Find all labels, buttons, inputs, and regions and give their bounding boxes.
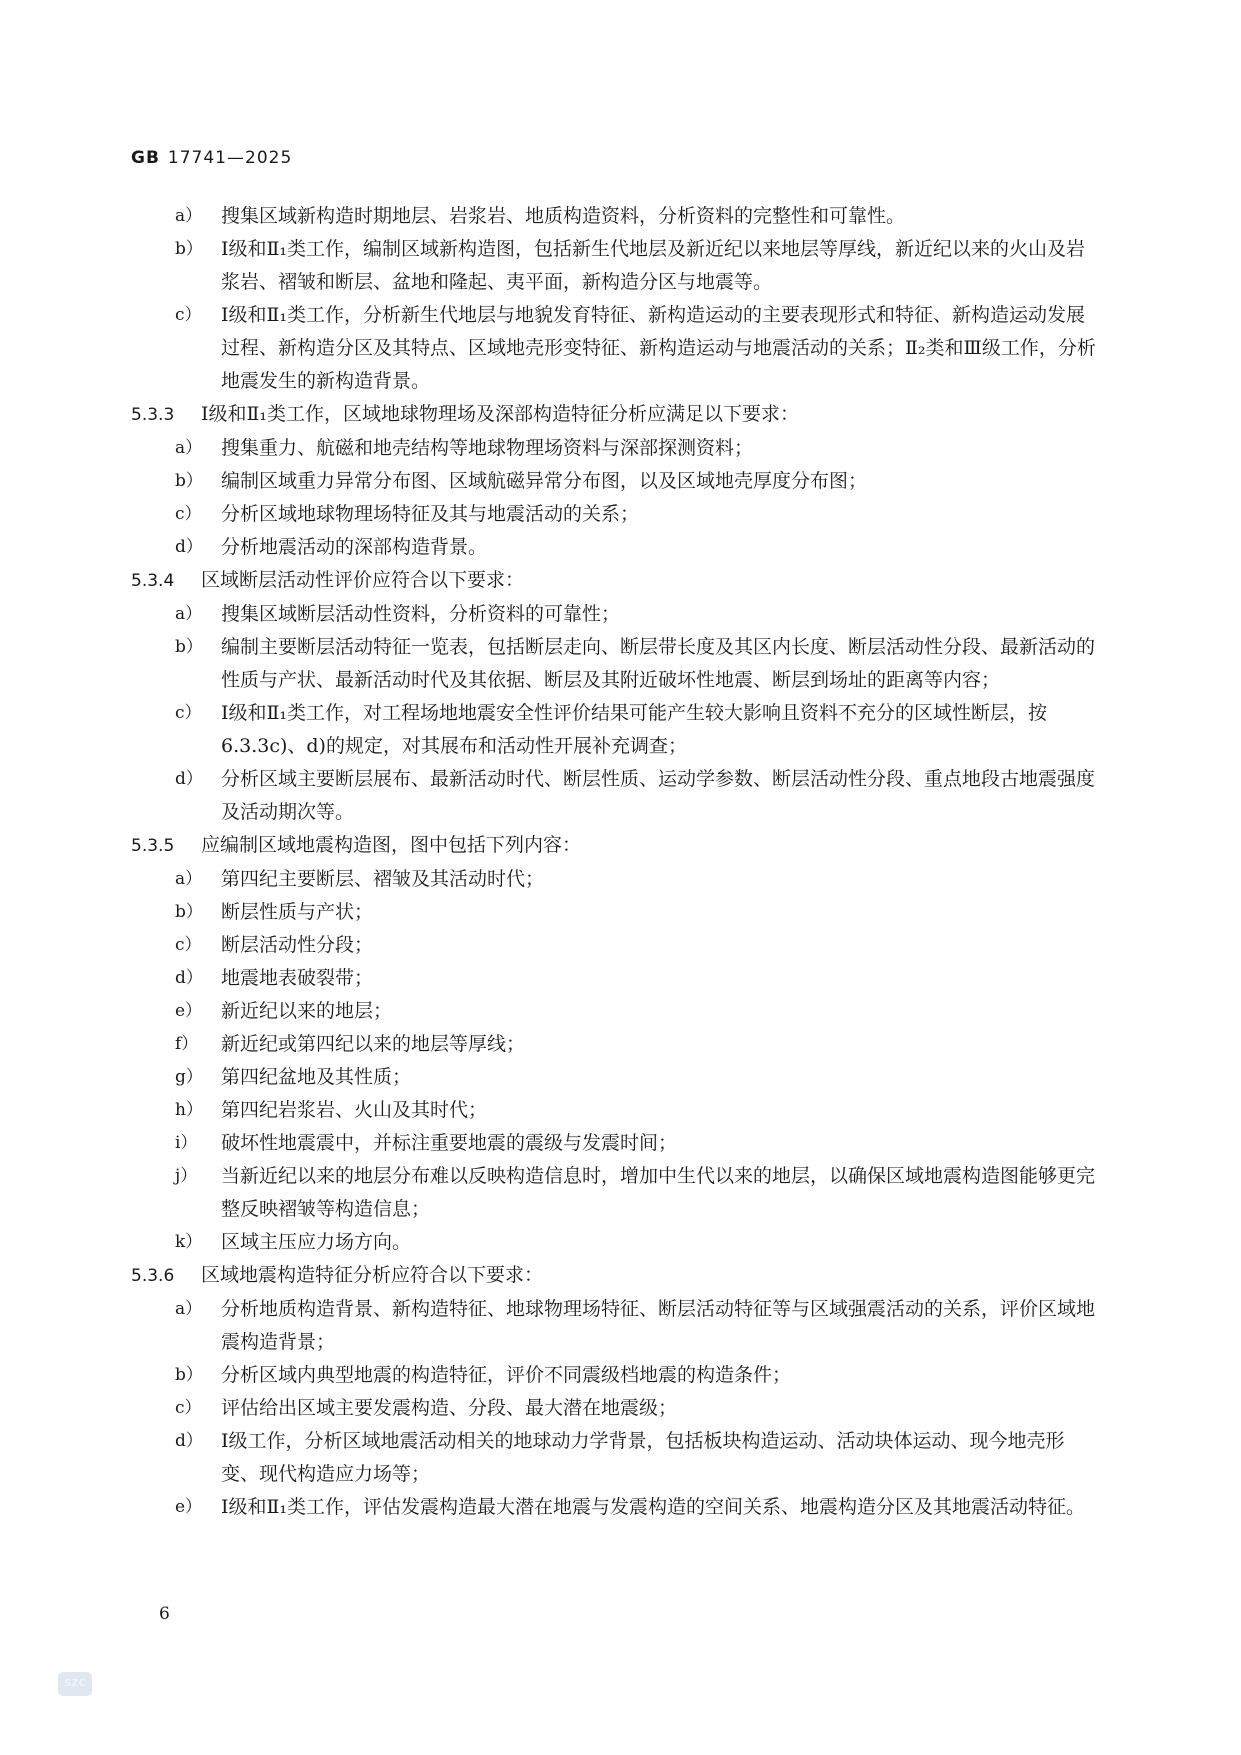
list-item-text: 破坏性地震震中，并标注重要地震的震级与发震时间； bbox=[221, 1132, 678, 1154]
clause-heading bbox=[131, 564, 1099, 598]
list-item bbox=[131, 896, 1099, 929]
list-item-label: g） bbox=[175, 1067, 203, 1087]
list-item-text: 搜集区域断层活动性资料，分析资料的可靠性； bbox=[221, 603, 621, 625]
clause-text: Ⅰ级和Ⅱ₁类工作，区域地球物理场及深部构造特征分析应满足以下要求： bbox=[201, 403, 800, 425]
list-item-label: d） bbox=[175, 968, 203, 988]
clause-number: 5.3.6 bbox=[131, 1266, 175, 1286]
list-item bbox=[131, 1491, 1099, 1524]
list-item-text: 第四纪盆地及其性质； bbox=[221, 1066, 412, 1088]
list-item-text: 分析区域地球物理场特征及其与地震活动的关系； bbox=[221, 503, 640, 525]
list-item-text: 分析区域主要断层展布、最新活动时代、断层性质、运动学参数、断层活动性分段、重点地段古地震强度及活动期次等。 bbox=[221, 768, 1096, 823]
list-item bbox=[131, 631, 1099, 697]
list-item-text: 编制区域重力异常分布图、区域航磁异常分布图，以及区域地壳厚度分布图； bbox=[221, 470, 868, 492]
list-item bbox=[131, 1094, 1099, 1127]
list-item bbox=[131, 598, 1099, 631]
list-item-text: 断层活动性分段； bbox=[221, 934, 374, 956]
list-item bbox=[131, 233, 1099, 299]
standard-code: GB bbox=[131, 148, 160, 168]
list-item bbox=[131, 962, 1099, 995]
list-item-label: a） bbox=[175, 206, 203, 226]
document-body bbox=[131, 200, 1099, 1524]
clause-text: 区域断层活动性评价应符合以下要求： bbox=[201, 569, 525, 591]
list-item-text: Ⅰ级和Ⅱ₁类工作，编制区域新构造图，包括新生代地层及新近纪以来地层等厚线，新近纪以来的火山及岩浆岩、褶皱和断层、盆地和隆起、夷平面，新构造分区与地震等。 bbox=[221, 238, 1086, 293]
list-item bbox=[131, 200, 1099, 233]
clause-number: 5.3.5 bbox=[131, 836, 175, 856]
list-item-label: a） bbox=[175, 869, 203, 889]
clause-heading bbox=[131, 1259, 1099, 1293]
list-item-text: 分析地质构造背景、新构造特征、地球物理场特征、断层活动特征等与区域强震活动的关系，评价区域地震构造背景； bbox=[221, 1298, 1096, 1353]
clause-text: 区域地震构造特征分析应符合以下要求： bbox=[201, 1264, 544, 1286]
list-item bbox=[131, 1160, 1099, 1226]
page-number: 6 bbox=[159, 1604, 170, 1624]
list-item bbox=[131, 995, 1099, 1028]
list-item-label: b） bbox=[175, 637, 203, 657]
list-item bbox=[131, 299, 1099, 398]
list-item-label: b） bbox=[175, 902, 203, 922]
list-item bbox=[131, 531, 1099, 564]
list-item bbox=[131, 432, 1099, 465]
list-item-text: 新近纪或第四纪以来的地层等厚线； bbox=[221, 1033, 526, 1055]
list-item-label: a） bbox=[175, 1299, 203, 1319]
list-item-text: Ⅰ级和Ⅱ₁类工作，分析新生代地层与地貌发育特征、新构造运动的主要表现形式和特征、新构造运动发展过程、新构造分区及其特点、区域地壳形变特征、新构造运动与地震活动的关系；Ⅱ₂类和Ⅲ级工作，分析地震发生的新构造背景。 bbox=[221, 304, 1096, 392]
clause-heading bbox=[131, 829, 1099, 863]
list-item bbox=[131, 929, 1099, 962]
list-item-label: d） bbox=[175, 537, 203, 557]
list-item-text: Ⅰ级工作，分析区域地震活动相关的地球动力学背景，包括板块构造运动、活动块体运动、现今地壳形变、现代构造应力场等； bbox=[221, 1430, 1065, 1485]
clause-number: 5.3.4 bbox=[131, 571, 175, 591]
list-item-text: 搜集重力、航磁和地壳结构等地球物理场资料与深部探测资料； bbox=[221, 437, 754, 459]
list-item bbox=[131, 1226, 1099, 1259]
page-header bbox=[131, 148, 292, 168]
list-item-label: b） bbox=[175, 471, 203, 491]
list-item-text: 评估给出区域主要发震构造、分段、最大潜在地震级； bbox=[221, 1397, 678, 1419]
list-item-text: 编制主要断层活动特征一览表，包括断层走向、断层带长度及其区内长度、断层活动性分段、最新活动的性质与产状、最新活动时代及其依据、断层及其附近破坏性地震、断层到场址的距离等内容； bbox=[221, 636, 1096, 691]
list-item-label: d） bbox=[175, 769, 203, 789]
list-item-label: b） bbox=[175, 1365, 203, 1385]
list-item-text: 分析区域内典型地震的构造特征，评价不同震级档地震的构造条件； bbox=[221, 1364, 792, 1386]
list-item-label: k） bbox=[175, 1232, 203, 1252]
list-item-text: 地震地表破裂带； bbox=[221, 967, 374, 989]
list-item-text: 搜集区域新构造时期地层、岩浆岩、地质构造资料，分析资料的完整性和可靠性。 bbox=[221, 205, 906, 227]
list-item-text: Ⅰ级和Ⅱ₁类工作，评估发震构造最大潜在地震与发震构造的空间关系、地震构造分区及其地震活动特征。 bbox=[221, 1496, 1086, 1518]
clause-number: 5.3.3 bbox=[131, 405, 175, 425]
list-item-label: e） bbox=[175, 1001, 203, 1021]
list-item-label: d） bbox=[175, 1431, 203, 1451]
list-item-text: 新近纪以来的地层； bbox=[221, 1000, 393, 1022]
list-item bbox=[131, 465, 1099, 498]
list-item-label: c） bbox=[175, 1398, 202, 1418]
list-item-label: c） bbox=[175, 703, 202, 723]
list-item-label: a） bbox=[175, 438, 203, 458]
list-item bbox=[131, 1061, 1099, 1094]
list-item-label: c） bbox=[175, 504, 202, 524]
list-item-text: 第四纪主要断层、褶皱及其活动时代； bbox=[221, 868, 545, 890]
list-item bbox=[131, 763, 1099, 829]
list-item bbox=[131, 863, 1099, 896]
list-item bbox=[131, 1359, 1099, 1392]
watermark-text: SZC bbox=[64, 1678, 86, 1689]
list-item bbox=[131, 498, 1099, 531]
list-item-label: i） bbox=[175, 1133, 198, 1153]
standard-number: 17741—2025 bbox=[167, 148, 293, 168]
list-item-text: 第四纪岩浆岩、火山及其时代； bbox=[221, 1099, 488, 1121]
watermark-logo bbox=[58, 1672, 92, 1696]
list-item-label: f） bbox=[175, 1034, 199, 1054]
list-item-text: 断层性质与产状； bbox=[221, 901, 374, 923]
list-item bbox=[131, 1425, 1099, 1491]
list-item bbox=[131, 1392, 1099, 1425]
list-item bbox=[131, 697, 1099, 763]
list-item-text: 分析地震活动的深部构造背景。 bbox=[221, 536, 488, 558]
list-item-label: a） bbox=[175, 604, 203, 624]
list-item bbox=[131, 1028, 1099, 1061]
list-item-label: c） bbox=[175, 935, 202, 955]
list-item-label: e） bbox=[175, 1497, 203, 1517]
list-item-label: j） bbox=[175, 1166, 198, 1186]
list-item bbox=[131, 1293, 1099, 1359]
list-item-text: 当新近纪以来的地层分布难以反映构造信息时，增加中生代以来的地层，以确保区域地震构造图能够更完整反映褶皱等构造信息； bbox=[221, 1165, 1096, 1220]
list-item-label: b） bbox=[175, 239, 203, 259]
list-item bbox=[131, 1127, 1099, 1160]
list-item-label: c） bbox=[175, 305, 202, 325]
clause-text: 应编制区域地震构造图，图中包括下列内容： bbox=[201, 834, 582, 856]
list-item-text: Ⅰ级和Ⅱ₁类工作，对工程场地地震安全性评价结果可能产生较大影响且资料不充分的区域性断层，按6.3.3c)、d)的规定，对其展布和活动性开展补充调查； bbox=[221, 702, 1048, 757]
list-item-text: 区域主压应力场方向。 bbox=[221, 1231, 412, 1253]
clause-heading bbox=[131, 398, 1099, 432]
list-item-label: h） bbox=[175, 1100, 203, 1120]
